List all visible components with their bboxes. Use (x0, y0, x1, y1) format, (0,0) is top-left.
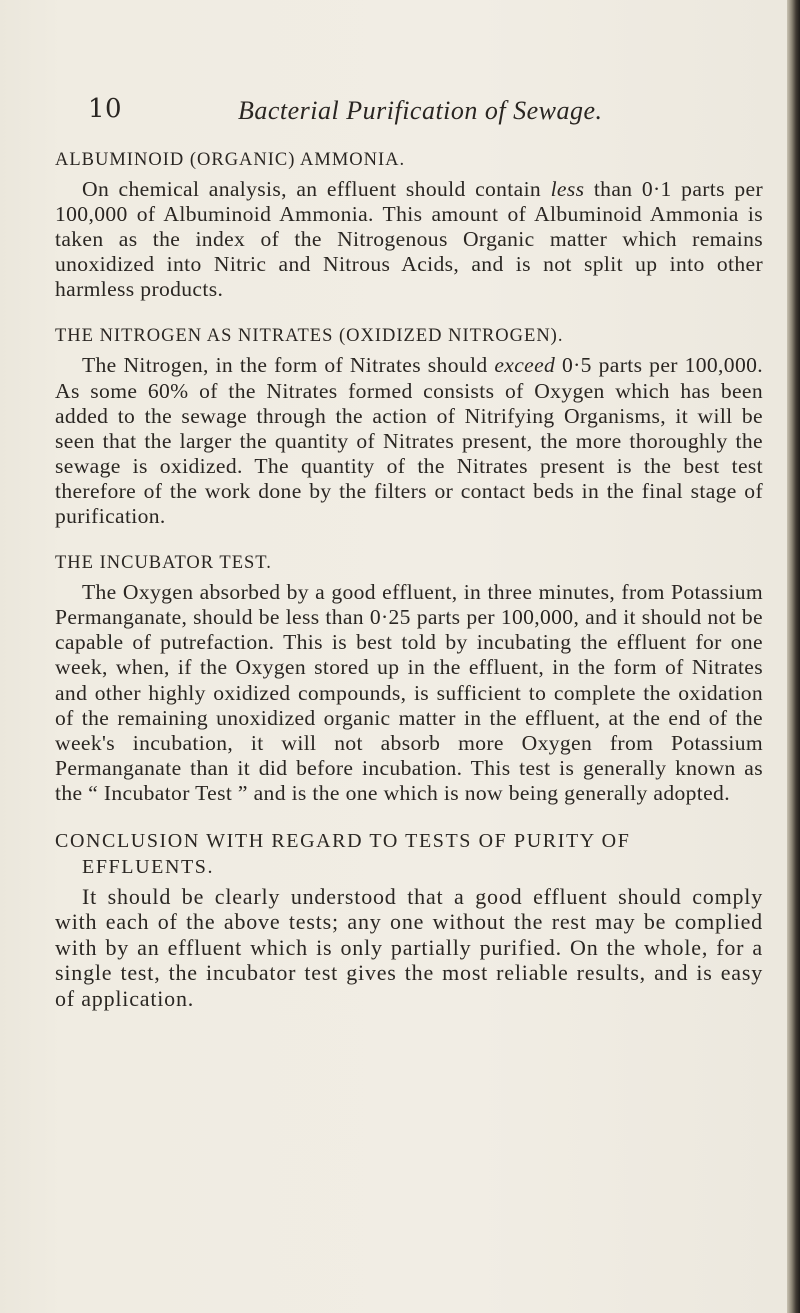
section-paragraph (55, 353, 763, 529)
section-paragraph: It should be clearly understood that a good effluent should comply with each of the above tests; any one without the rest may be complied with by an effluent which is only partially purified. On the whole, for a single test, the incubator test gives the most reliable results, and is easy of application. (55, 883, 763, 1011)
emphasis-text: exceed (494, 353, 556, 378)
page-binding-edge (787, 0, 800, 1313)
running-head (88, 94, 688, 134)
page-body (55, 148, 763, 1033)
section-heading: CONCLUSION WITH REGARD TO TESTS OF PURITY OF EFFLUENTS. (55, 829, 631, 878)
paragraph-text: On chemical analysis, an effluent should contain (82, 177, 551, 201)
paragraph-text: The Nitrogen, in the form of Nitrates should (82, 353, 495, 378)
section-paragraph: The Oxygen absorbed by a good effluent, in three minutes, from Potassium Permanganate, should be less than 0·25 parts per 100,000, and it should not be capable of putrefaction. This is best told by incubating the effluent for one week, when, if the Oxygen stored up in the effluent, in the form of Nitrates and other highly oxidized compounds, is sufficient to complete the oxidation of the remaining unoxidized organic matter in the effluent, at the end of the week's incubation, it will not absorb more Oxygen from Potassium Permanganate than it did before incubation. This test is generally known as the “ Incubator Test ” and is the one which is now being generally adopted. (55, 580, 763, 805)
page-number: 10 (88, 94, 123, 124)
section-heading: ALBUMINOID (ORGANIC) AMMONIA. (55, 150, 406, 170)
running-title: Bacterial Purification of Sewage. (238, 96, 603, 125)
section-nitrogen-as-nitrates (55, 324, 763, 529)
emphasis-text: less (550, 177, 585, 201)
section-heading: THE INCUBATOR TEST. (55, 553, 272, 574)
section-conclusion (55, 828, 763, 1012)
section-paragraph (55, 177, 763, 302)
section-albuminoid-ammonia (55, 148, 763, 302)
section-heading: THE NITROGEN AS NITRATES (OXIDIZED NITROGEN). (55, 326, 564, 347)
paragraph-text: 0·5 parts per 100,000. As some 60% of the Nitrates formed consists of Oxygen which has been added to the sewage through the action of Nitrifying Organisms, it will be seen that the larger the quantity of Nitrates present, the more thoroughly the sewage is oxidized. The quantity of the Nitrates present is the best test therefore of the work done by the filters or contact beds in the final stage of purification. (55, 353, 763, 529)
paragraph-text: than 0·1 parts per 100,000 of Albuminoid Ammonia. This amount of Albuminoid Ammonia is taken as the index of the Nitrogenous Organic matter which remains unoxidized into Nitric and Nitrous Acids, and is not split up into other harmless products. (55, 177, 763, 302)
section-incubator-test (55, 551, 763, 806)
